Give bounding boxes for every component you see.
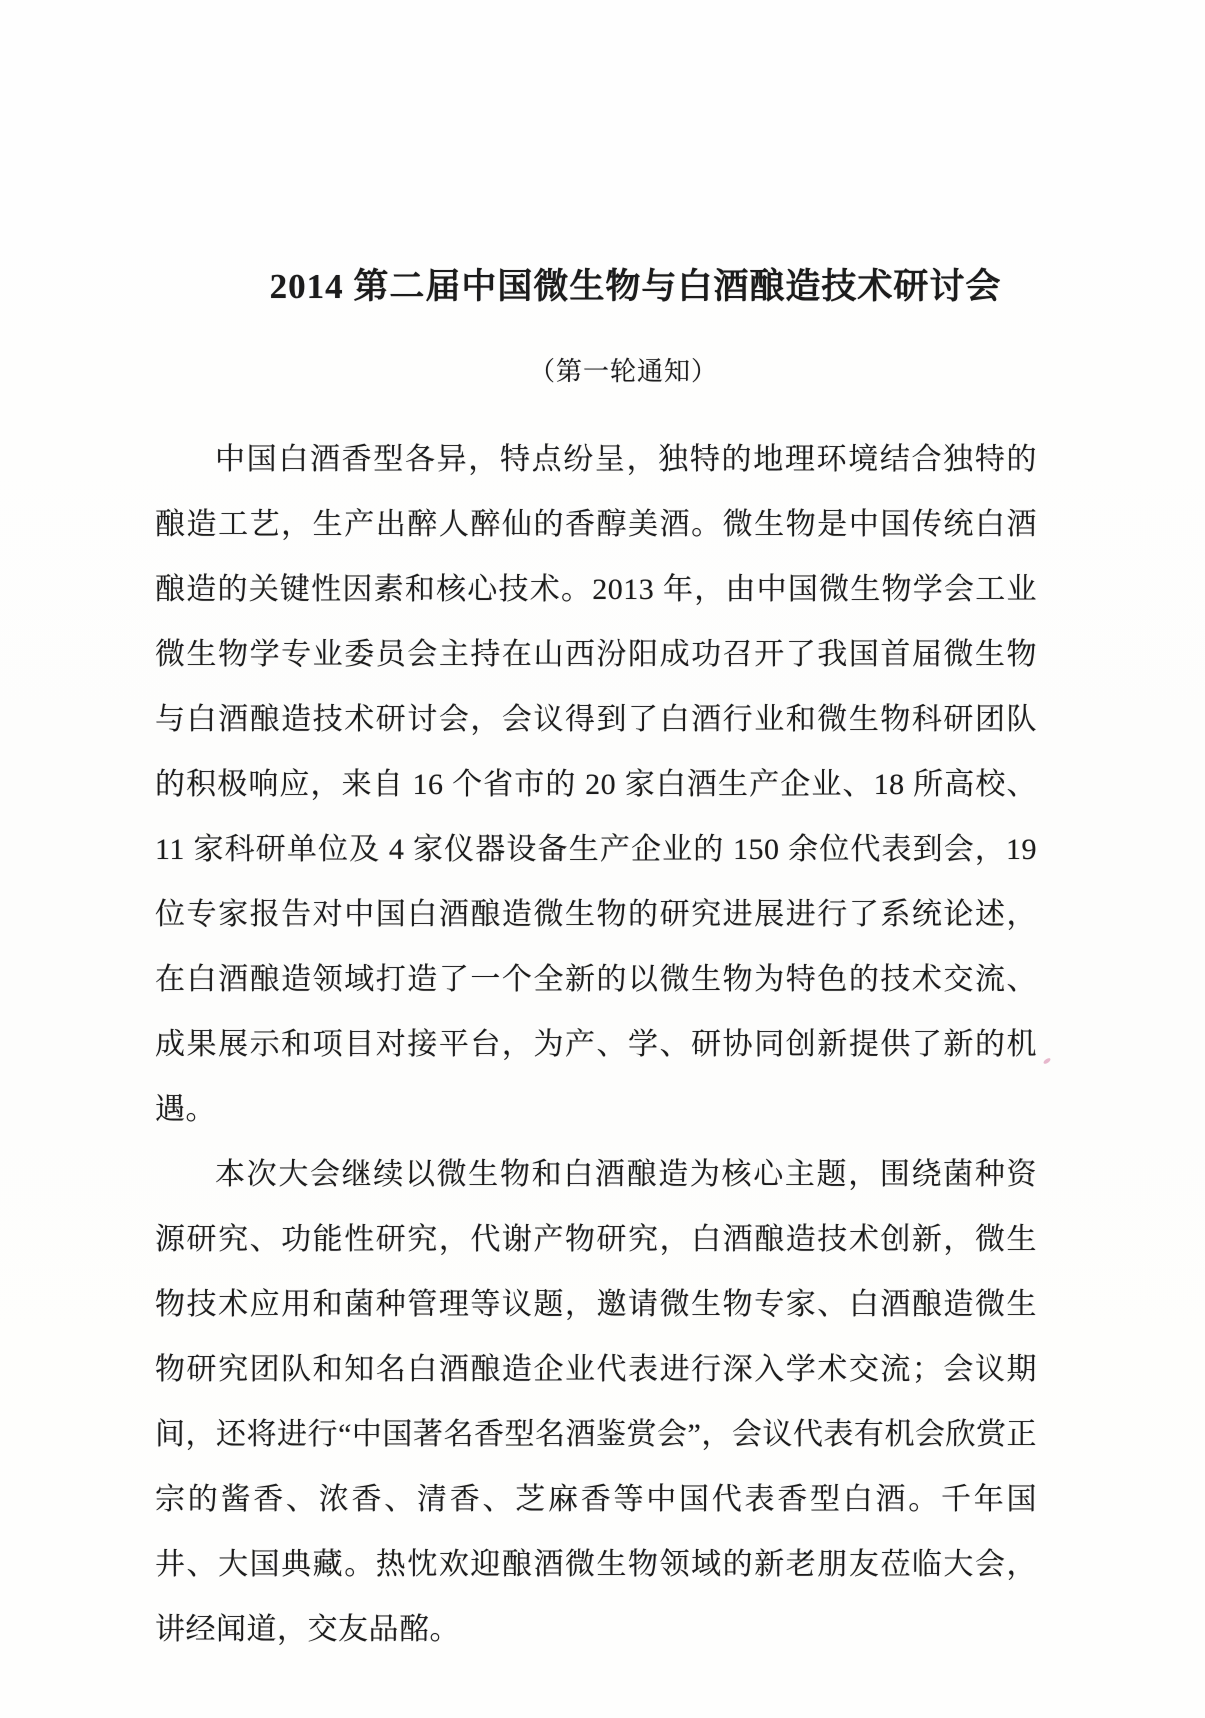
document-body	[155, 427, 1037, 1662]
document-title: 2014 第二届中国微生物与白酒酿造技术研讨会	[269, 267, 1002, 306]
paragraph-invitation: 本次大会继续以微生物和白酒酿造为核心主题，围绕菌种资源研究、功能性研究，代谢产物研究，白酒酿造技术创新，微生物技术应用和菌种管理等议题，邀请微生物专家、白酒酿造微生物研究团队和知名白酒酿造企业代表进行深入学术交流；会议期间，还将进行“中国著名香型名酒鉴赏会”，会议代表有机会欣赏正宗的酱香、浓香、清香、芝麻香等中国代表香型白酒。千年国井、大国典藏。热忱欢迎酿酒微生物领域的新老朋友莅临大会，讲经闻道，交友品酩。	[155, 1158, 1037, 1646]
scan-speck	[1043, 1057, 1052, 1065]
paragraph-intro: 中国白酒香型各异，特点纷呈，独特的地理环境结合独特的酿造工艺，生产出醉人醉仙的香醇美酒。微生物是中国传统白酒酿造的关键性因素和核心技术。2013 年，由中国微生物学会工业微生物学专业委员会主持在山西汾阳成功召开了我国首届微生物与白酒酿造技术研讨会，会议得到了白酒行业和微生物科研团队的积极响应，来自 16 个省市的 20 家白酒生产企业、18 所高校、11 家科研单位及 4 家仪器设备生产企业的 150 余位代表到会，19 位专家报告对中国白酒酿造微生物的研究进展进行了系统论述，在白酒酿造领域打造了一个全新的以微生物为特色的技术交流、成果展示和项目对接平台，为产、学、研协同创新提供了新的机遇。	[155, 443, 1037, 1126]
document-subtitle: （第一轮通知）	[528, 357, 718, 386]
